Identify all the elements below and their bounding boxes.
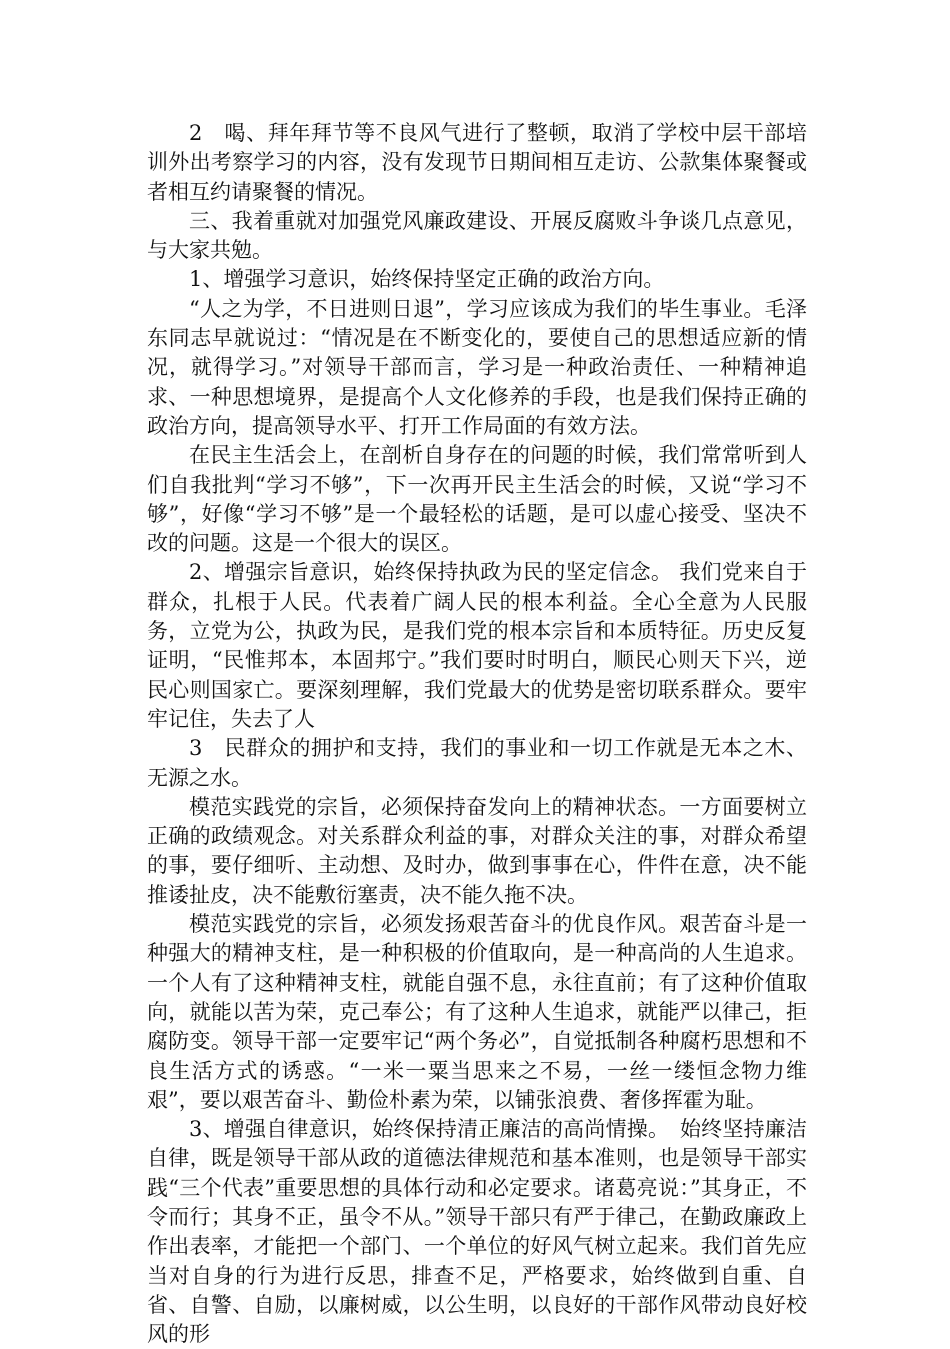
paragraph: 3、增强自律意识，始终保持清正廉洁的高尚情操。 始终坚持廉洁自律，既是领导干部从政的道德法律规范和基本准则，也是领导干部实践“三个代表”重要思想的具体行动和必定要求。诸葛亮说：”其身正，不令而行；其身不正，虽令不从。”领导干部只有严于律己，在勤政廉政上作出表率，才能把一个部门、一个单位的好风气树立起来。我们首先应当对自身的行为进行反思，排查不足，严格要求，始终做到自重、自省、自警、自励，以廉树威，以公生明，以良好的干部作风带动良好校风的形 [147, 1117, 807, 1347]
paragraph: 模范实践党的宗旨，必须保持奋发向上的精神状态。一方面要树立正确的政绩观念。对关系群众利益的事，对群众关注的事，对群众希望的事，要仔细听、主动想、及时办，做到事事在心，件件在意，决不能推诿扯皮，决不能敷衍塞责，决不能久拖不决。 [147, 794, 807, 907]
paragraph: 2、增强宗旨意识，始终保持执政为民的坚定信念。 我们党来自于群众，扎根于人民。代表着广阔人民的根本利益。全心全意为人民服务，立党为公，执政为民，是我们党的根本宗旨和本质特征。历史反复证明，“民惟邦本，本固邦宁。”我们要时时明白，顺民心则天下兴，逆民心则国家亡。要深刻理解，我们党最大的优势是密切联系群众。要牢牢记住，失去了人 [147, 560, 807, 731]
document-body [147, 119, 807, 1349]
paragraph: 三、我着重就对加强党风廉政建设、开展反腐败斗争谈几点意见，与大家共勉。 [147, 208, 807, 263]
paragraph: 1、增强学习意识，始终保持坚定正确的政治方向。 [189, 267, 665, 292]
paragraph: 2 喝、拜年拜节等不良风气进行了整顿，取消了学校中层干部培训外出考察学习的内容，没有发现节日期间相互走访、公款集体聚餐或者相互约请聚餐的情况。 [147, 121, 807, 204]
paragraph: 模范实践党的宗旨，必须发扬艰苦奋斗的优良作风。艰苦奋斗是一种强大的精神支柱，是一种积极的价值取向，是一种高尚的人生追求。一个人有了这种精神支柱，就能自强不息，永往直前；有了这种价值取向，就能以苦为荣，克己奉公；有了这种人生追求，就能严以律己，拒腐防变。领导干部一定要牢记“两个务必”，自觉抵制各种腐朽思想和不良生活方式的诱惑。“一米一粟当思来之不易，一丝一缕恒念物力维艰”，要以艰苦奋斗、勤俭朴素为荣，以铺张浪费、奢侈挥霍为耻。 [147, 912, 807, 1112]
paragraph: 在民主生活会上，在剖析自身存在的问题的时候，我们常常听到人们自我批判“学习不够”，下一次再开民主生活会的时候，又说“学习不够”，好像“学习不够”是一个最轻松的话题，是可以虚心接受、坚决不改的问题。这是一个很大的误区。 [147, 443, 807, 556]
paragraph: “人之为学，不日进则日退”，学习应该成为我们的毕生事业。毛泽东同志早就说过：“情况是在不断变化的，要使自己的思想适应新的情况，就得学习。”对领导干部而言，学习是一种政治责任、一种精神追求、一种思想境界，是提高个人文化修养的手段，也是我们保持正确的政治方向，提高领导水平、打开工作局面的有效方法。 [147, 296, 807, 438]
paragraph: 3 民群众的拥护和支持，我们的事业和一切工作就是无本之木、无源之水。 [147, 736, 807, 790]
